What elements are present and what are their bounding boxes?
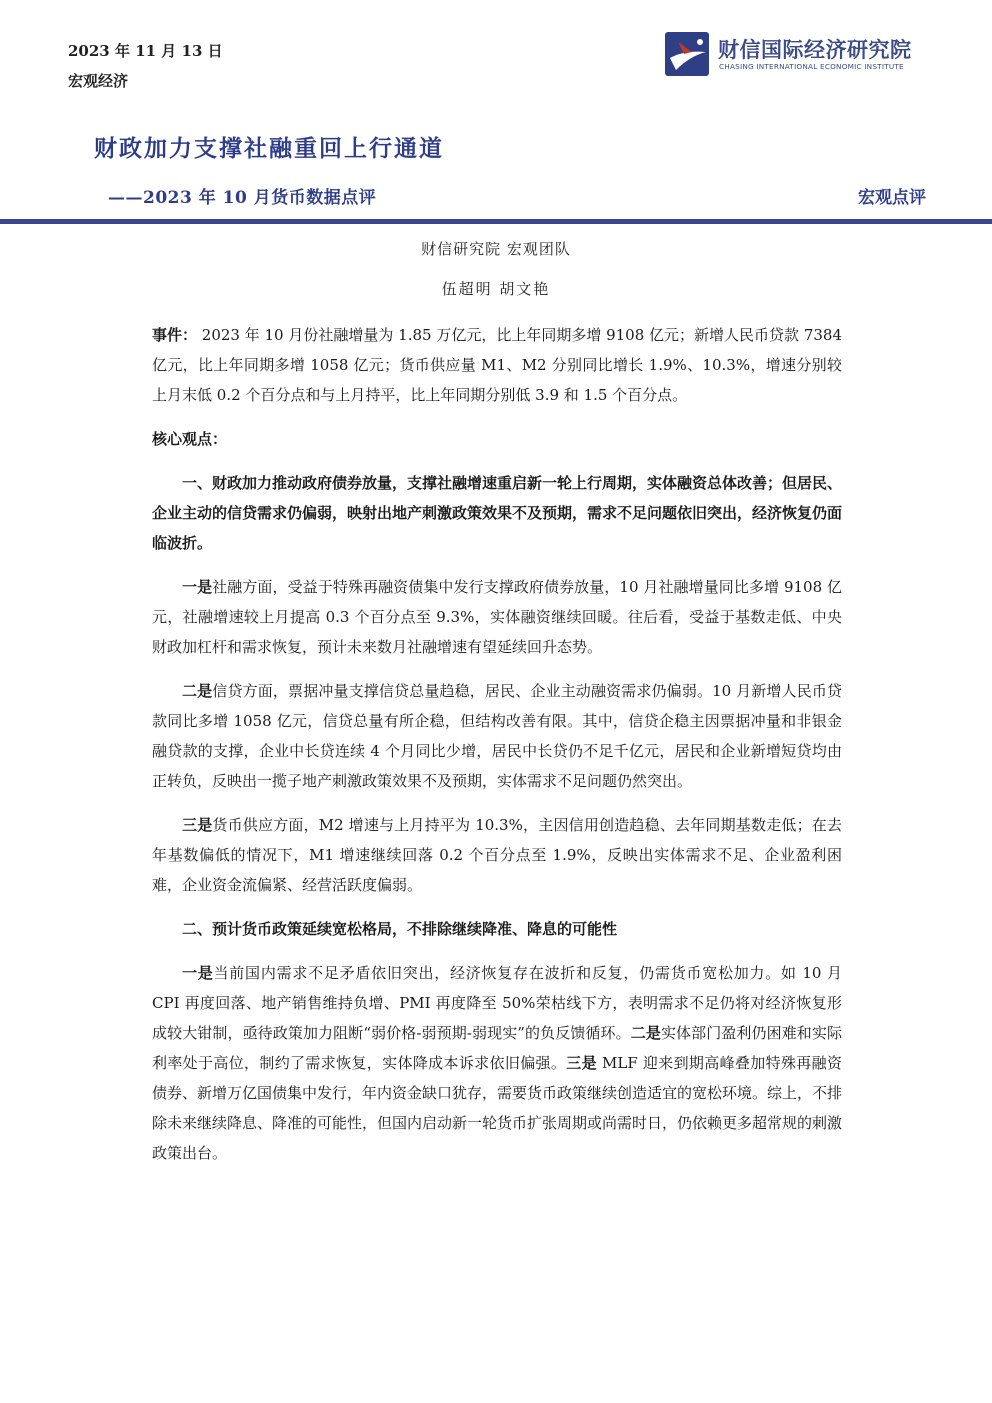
section1-heading: 一、财政加力推动政府债券放量，支撑社融增速重启新一轮上行周期，实体融资总体改善；但居民、企业主动的信贷需求仍偏弱，映射出地产刺激政策效果不及预期，需求不足问题依旧突出，经济恢复仍面临波折。: [152, 474, 843, 552]
logo-mark-icon: [662, 30, 712, 80]
report-type-tag: 宏观点评: [858, 188, 926, 208]
authors: 伍超明 胡文艳: [441, 280, 551, 298]
section2-paragraph: 一是当前国内需求不足矛盾依旧突出，经济恢复存在波折和反复，仍需货币宽松加力。如 10 月 CPI 再度回落、地产销售维持负增、PMI 再度降至 50%荣枯线下方，表明需求不足仍将对经济恢复形成较大钳制，亟待政策加力阻断“弱价格-弱预期-弱现实”的负反馈循环。二是实体部门盈利仍困难和实际利率处于高位，制约了需求恢复，实体降成本诉求依旧偏强。三是 MLF 迎来到期高峰叠加特殊再融资债券、新增万亿国债集中发行，年内资金缺口犹存，需要货币政策继续创造适宜的宽松环境。综上，不排除未来继续降息、降准的可能性，但国内启动新一轮货币扩张周期或尚需时日，仍依赖更多超常规的刺激政策出台。: [152, 964, 843, 1162]
report-date: 2023 年 11 月 13 日: [68, 42, 223, 60]
event-paragraph: [152, 320, 842, 410]
header-divider: [0, 219, 992, 224]
section1-point3: 三是货币供应方面，M2 增速与上月持平为 10.3%，主因信用创造趋稳、去年同期基数走低；在去年基数偏低的情况下，M1 增速继续回落 0.2 个百分点至 1.9%，反映出实体需求不足、企业盈利困难，企业资金流偏紧、经营活跃度偏弱。: [152, 816, 842, 894]
section1-point1: 一是社融方面，受益于特殊再融资债集中发行支撑政府债券放量，10 月社融增量同比多增 9108 亿元，社融增速较上月提高 0.3 个百分点至 9.3%，实体融资继续回暖。往后看，受益于基数走低、中央财政加杠杆和需求恢复，预计未来数月社融增速有望延续回升态势。: [152, 578, 842, 656]
report-title: 财政加力支撑社融重回上行通道: [94, 135, 444, 162]
research-team: 财信研究院 宏观团队: [421, 240, 571, 258]
section2-heading: 二、预计货币政策延续宽松格局，不排除继续降准、降息的可能性: [182, 920, 618, 938]
report-subtitle: ——2023 年 10 月货币数据点评: [108, 188, 377, 208]
core-views-label: 核心观点：: [152, 430, 228, 448]
report-meta: [68, 36, 223, 96]
event-text: 2023 年 10 月份社融增量为 1.85 万亿元，比上年同期多增 9108 亿元；新增人民币贷款 7384 亿元，比上年同期多增 1058 亿元；货币供应量 M1、M2 分别同比增长 1.9%、10.3%，增速分别较上月末低 0.2 个百分点和与上月持平，比上年同期分别低 3.9 和 1.5 个百分点。: [152, 326, 842, 404]
logo-name-en: CHASING INTERNATIONAL ECONOMIC INSTITUTE: [719, 62, 904, 71]
section1-point2: 二是信贷方面，票据冲量支撑信贷总量趋稳，居民、企业主动融资需求仍偏弱。10 月新增人民币贷款同比多增 1058 亿元，信贷总量有所企稳，但结构改善有限。其中，信贷企稳主因票据冲量和非银金融贷款的支撑，企业中长贷连续 4 个月同比少增，居民中长贷仍不足千亿元，居民和企业新增短贷均由正转负，反映出一揽子地产刺激政策效果不及预期，实体需求不足问题仍然突出。: [152, 682, 842, 790]
report-body: [152, 320, 842, 1182]
report-category: 宏观经济: [68, 72, 129, 90]
logo-name-cn: 财信国际经济研究院: [718, 38, 912, 62]
event-label: 事件：: [152, 326, 198, 344]
institute-logo: [662, 30, 932, 80]
